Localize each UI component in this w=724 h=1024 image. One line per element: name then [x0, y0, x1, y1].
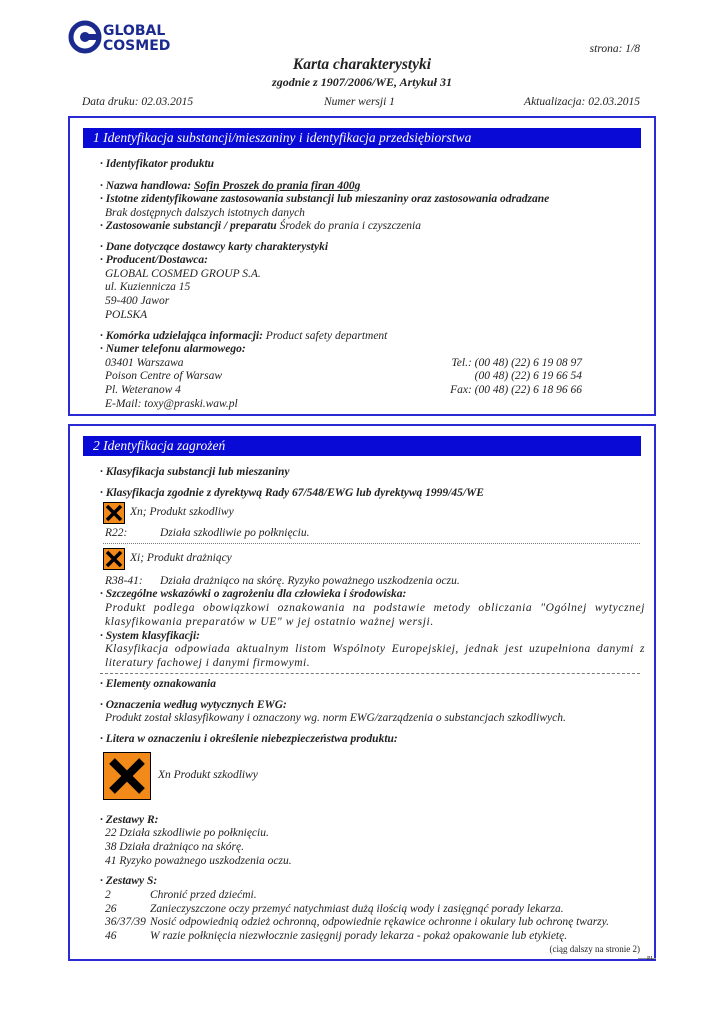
logo-text-2: COSMED — [103, 38, 171, 54]
emergency-left: Poison Centre of Warsaw — [105, 370, 223, 382]
producer-line: 59-400 Jawor — [105, 295, 170, 307]
elements-label: · Elementy oznakowania — [100, 678, 216, 690]
version-number: Numer wersji 1 — [324, 96, 395, 108]
r-set-item: 22 Działa szkodliwie po połknięciu. — [105, 827, 269, 839]
r-set-item: 41 Ryzyko poważnego uszkodzenia oczu. — [105, 855, 292, 867]
special-text: Produkt podlega obowiązkowi oznakowania na podstawie metody obliczania "Ogólnej wytycznej klasyfikowania preparatów w UE" w jej ostatnio ważnej wersji. — [105, 602, 645, 628]
identifier-label: · Identyfikator produktu — [100, 158, 215, 170]
document-title: Karta charakterystyki — [292, 56, 432, 73]
hazard-x-icon — [103, 502, 125, 524]
company-logo — [68, 20, 208, 54]
page-number: strona: 1/8 — [589, 43, 640, 55]
s-set-code: 36/37/39 — [105, 916, 146, 928]
r3841-text: Działa drażniąco na skórę. Ryzyko poważnego uszkodzenia oczu. — [160, 575, 460, 587]
phone-2: (00 48) (22) 6 19 66 54 — [474, 370, 582, 382]
s-set-text: Zanieczyszczone oczy przemyć natychmiast dużą ilością wody i zasięgnąć porady lekarza. — [150, 903, 564, 915]
classification-label: · Klasyfikacja substancji lub mieszaniny — [100, 466, 290, 478]
r-sets-label: · Zestawy R: — [100, 814, 159, 826]
update-date: Aktualizacja: 02.03.2015 — [524, 96, 640, 108]
hazard-x-icon — [103, 752, 151, 800]
s-sets-label: · Zestawy S: — [100, 875, 158, 887]
special-label: · Szczególne wskazówki o zagrożeniu dla człowieka i środowiska: — [100, 588, 407, 600]
trade-name-label: · Nazwa handlowa: — [100, 180, 192, 192]
section-1 — [68, 116, 656, 416]
emergency-left: Pl. Weteranow 4 — [105, 384, 181, 396]
s-set-text: Nosić odpowiednią odzież ochronną, odpowiednie rękawice ochronne i okulary lub ochronę twarzy. — [150, 916, 609, 928]
directive-label: · Klasyfikacja zgodnie z dyrektywą Rady 67/548/EWG lub dyrektywą 1999/45/WE — [100, 487, 484, 499]
emergency-label: · Numer telefonu alarmowego: — [100, 343, 246, 355]
section-2 — [68, 424, 656, 961]
section-1-title: 1 Identyfikacja substancji/mieszaniny i identyfikacja przedsiębiorstwa — [83, 128, 641, 148]
logo-text-1: GLOBAL — [103, 23, 166, 39]
trade-name-row — [100, 180, 360, 194]
continued-note: (ciąg dalszy na stronie 2) — [549, 944, 640, 954]
producer-line: ul. Kuziennicza 15 — [105, 281, 191, 293]
xn-label: Xn; Produkt szkodliwy — [130, 506, 234, 518]
trade-name: Sofin Proszek do prania firan 400g — [193, 180, 361, 192]
s-set-code: 26 — [105, 903, 117, 915]
letter-label: · Litera w oznaczeniu i określenie niebezpieczeństwa produktu: — [100, 733, 398, 745]
application-label: · Zastosowanie substancji / preparatu — [100, 220, 277, 232]
language-code: PL — [646, 956, 654, 962]
ewg-text: Produkt został sklasyfikowany i oznaczony wg. norm EWG/zarządzenia o substancjach szkodliwych. — [105, 712, 566, 724]
supplier-label: · Dane dotyczące dostawcy karty charakterystyki — [100, 241, 329, 253]
ewg-label: · Oznaczenia według wytycznych EWG: — [100, 699, 287, 711]
s-set-text: W razie połknięcia niezwłocznie zasięgnij porady lekarza - pokaż opakowanie lub etykietę. — [150, 930, 568, 942]
producer-label: · Producent/Dostawca: — [100, 254, 208, 266]
big-symbol-label: Xn Produkt szkodliwy — [158, 769, 258, 781]
print-date: Data druku: 02.03.2015 — [82, 96, 194, 108]
emergency-left: 03401 Warszawa — [105, 357, 184, 369]
r-set-item: 38 Działa drażniąco na skórę. — [105, 841, 244, 853]
r22-code: R22: — [105, 527, 128, 539]
global-cosmed-logo-icon — [68, 20, 208, 54]
emergency-email[interactable]: E-Mail: toxy@praski.waw.pl — [105, 398, 238, 410]
section-2-title: 2 Identyfikacja zagrożeń — [83, 436, 641, 456]
system-label: · System klasyfikacji: — [100, 630, 200, 642]
application-row — [100, 220, 421, 234]
info-label: · Komórka udzielająca informacji: — [100, 330, 263, 342]
phone-tel: Tel.: (00 48) (22) 6 19 08 97 — [451, 357, 582, 369]
application-text: Środek do prania i czyszczenia — [279, 220, 421, 232]
s-set-text: Chronić przed dziećmi. — [150, 889, 257, 901]
document-subtitle: zgodnie z 1907/2006/WE, Artykuł 31 — [272, 75, 452, 89]
info-row — [100, 330, 387, 344]
r22-text: Działa szkodliwie po połknięciu. — [160, 527, 310, 539]
r3841-code: R38-41: — [105, 575, 143, 587]
dotted-divider — [103, 543, 640, 544]
phone-fax: Fax: (00 48) (22) 6 18 96 66 — [450, 384, 582, 396]
system-text: Klasyfikacja odpowiada aktualnym listom Wspólnoty Europejskiej, jednak jest uzupełniona danymi z literatury fachowej i danymi firmowymi. — [105, 643, 645, 669]
uses-text: Brak dostępnych dalszych istotnych danych — [105, 207, 305, 219]
dashed-divider — [100, 673, 640, 674]
xi-label: Xi; Produkt drażniący — [130, 552, 232, 564]
s-set-code: 2 — [105, 889, 111, 901]
hazard-x-icon — [103, 548, 125, 570]
uses-label: · Istotne zidentyfikowane zastosowania substancji lub mieszaniny oraz zastosowania odradzane — [100, 193, 550, 205]
info-text: Product safety department — [265, 330, 388, 342]
s-set-code: 46 — [105, 930, 117, 942]
producer-line: GLOBAL COSMED GROUP S.A. — [105, 268, 261, 280]
producer-line: POLSKA — [105, 309, 148, 321]
